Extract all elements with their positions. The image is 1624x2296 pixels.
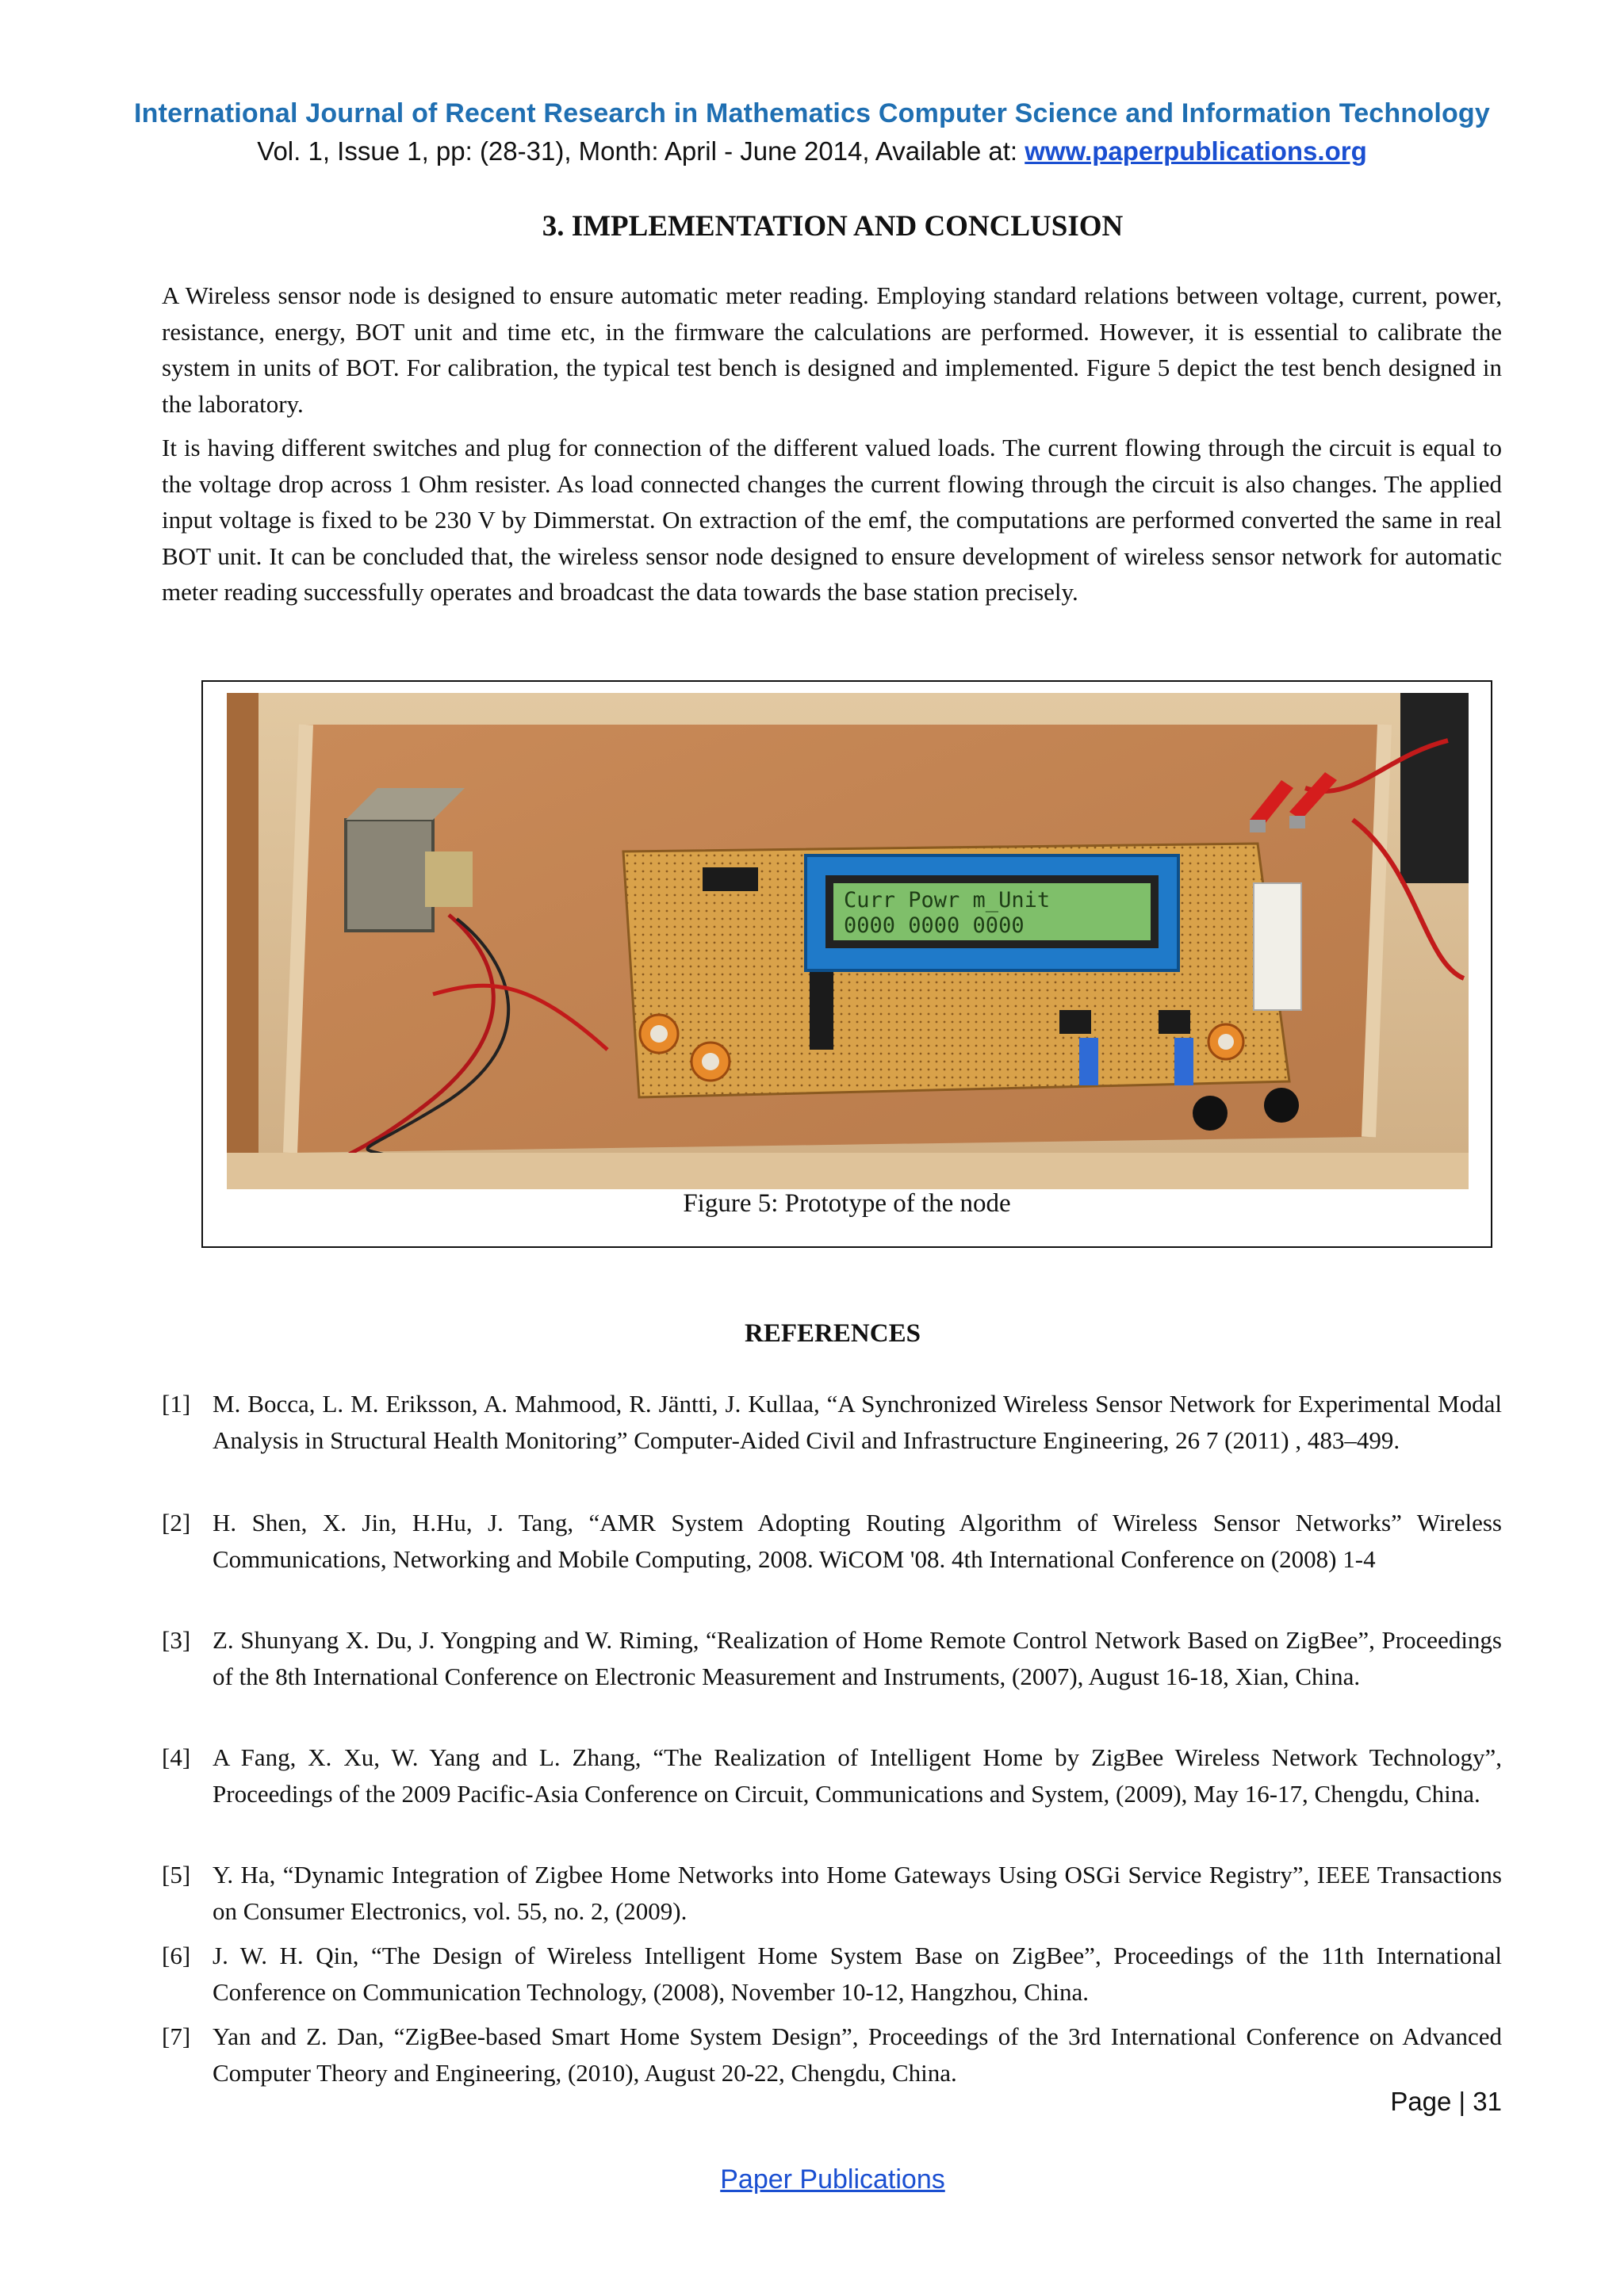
issue-info-text: Vol. 1, Issue 1, pp: (28-31), Month: April - June 2014, Available at: [257, 136, 1025, 166]
reference-text: Y. Ha, “Dynamic Integration of Zigbee Home Networks into Home Gateways Using OSGi Service Registry”, IEEE Transactions on Consumer Electronics, vol. 55, no. 2, (2009). [213, 1861, 1502, 1925]
keyboard-corner [1400, 693, 1469, 883]
journal-issue-info [0, 136, 1624, 166]
reference-item [162, 2019, 1502, 2091]
figure-caption: Figure 5: Prototype of the node [683, 1189, 1011, 1218]
page-number: Page | 31 [1390, 2087, 1502, 2116]
section-title: 3. IMPLEMENTATION AND CONCLUSION [542, 210, 1124, 243]
reference-item [162, 1386, 1502, 1458]
black-socket-1 [1193, 1096, 1228, 1131]
reference-text: Yan and Z. Dan, “ZigBee-based Smart Home System Design”, Proceedings of the 3rd International Conference on Advanced Computer Theory and Engineering, (2010), August 20-22, Chengdu, China. [213, 2022, 1502, 2087]
blue-connector [1079, 1038, 1098, 1085]
reference-text: H. Shen, X. Jin, H.Hu, J. Tang, “AMR System Adopting Routing Algorithm of Wireless Sensor Networks” Wireless Communications, Networking and Mobile Computing, 2008. WiCOM '08. 4th International Conference on (2008) 1-4 [213, 1509, 1502, 1573]
white-module [1254, 883, 1301, 1010]
reference-text: J. W. H. Qin, “The Design of Wireless Intelligent Home System Base on ZigBee”, Proceedings of the 11th International Conference on Communication Technology, (2008), November 10-12, Hangzhou, China. [213, 1942, 1502, 2006]
reference-item [162, 1938, 1502, 2010]
body-paragraph-1: A Wireless sensor node is designed to ensure automatic meter reading. Employing standard relations between voltage, current, power, resistance, energy, BOT unit and time etc, in the firmware the calculations are performed. However, it is essential to calibrate the system in units of BOT. For calibration, the typical test bench is designed and implemented. Figure 5 depict the test bench designed in the laboratory. [162, 281, 1502, 418]
reference-text: A Fang, X. Xu, W. Yang and L. Zhang, “The Realization of Intelligent Home by ZigBee Wireless Network Technology”, Proceedings of the 2009 Pacific-Asia Conference on Circuit, Communications and System, (2009), May 16-17, Chengdu, China. [213, 1743, 1502, 1808]
publisher-link[interactable]: Paper Publications [720, 2164, 945, 2195]
prototype-photo-illustration [227, 693, 1469, 1189]
prototype-node-photo [227, 693, 1469, 1189]
journal-website-link[interactable]: www.paperpublications.org [1025, 136, 1367, 166]
reference-item [162, 1739, 1502, 1812]
lcd-line-2: 0000 0000 0000 [844, 913, 1025, 938]
body-paragraph-2: It is having different switches and plug for connection of the different valued loads. The current flowing through the circuit is equal to the voltage drop across 1 Ohm resister. As load connected changes the current flowing through the circuit is also changes. The applied input voltage is fixed to be 230 V by Dimmerstat. On extraction of the emf, the computations are performed converted the same in real BOT unit. It can be concluded that, the wireless sensor node designed to ensure development of wireless sensor network for automatic meter reading successfully operates and broadcast the data towards the base station precisely. [162, 434, 1502, 606]
reference-number: [1] [162, 1390, 191, 1418]
reference-text: Z. Shunyang X. Du, J. Yongping and W. Riming, “Realization of Home Remote Control Network Based on ZigBee”, Proceedings of the 8th International Conference on Electronic Measurement and Instruments, (2007), August 16-18, Xian, China. [213, 1626, 1502, 1690]
lcd-module [806, 855, 1178, 970]
ic-chip [703, 867, 758, 891]
lcd-line-1: Curr Powr m_Unit [844, 888, 1051, 913]
reference-number: [7] [162, 2022, 191, 2050]
black-socket-2 [1264, 1088, 1299, 1123]
reference-number: [3] [162, 1626, 191, 1654]
microcontroller-chip [810, 962, 833, 1050]
reference-number: [5] [162, 1861, 191, 1888]
reference-number: [2] [162, 1509, 191, 1536]
journal-title: International Journal of Recent Research in Mathematics Computer Science and Information Technology [133, 98, 1491, 128]
figure-5 [201, 680, 1492, 1248]
reference-item [162, 1505, 1502, 1577]
reference-number: [4] [162, 1743, 191, 1771]
reference-number: [6] [162, 1942, 191, 1969]
blue-connector-2 [1174, 1038, 1193, 1085]
reference-item [162, 1622, 1502, 1694]
references-heading: REFERENCES [745, 1319, 921, 1348]
reference-item [162, 1857, 1502, 1929]
reference-text: M. Bocca, L. M. Eriksson, A. Mahmood, R. Jäntti, J. Kullaa, “A Synchronized Wireless Sensor Network for Experimental Modal Analysis in Structural Health Monitoring” Computer-Aided Civil and Infrastructure Engineering, 26 7 (2011) , 483–499. [213, 1390, 1502, 1454]
